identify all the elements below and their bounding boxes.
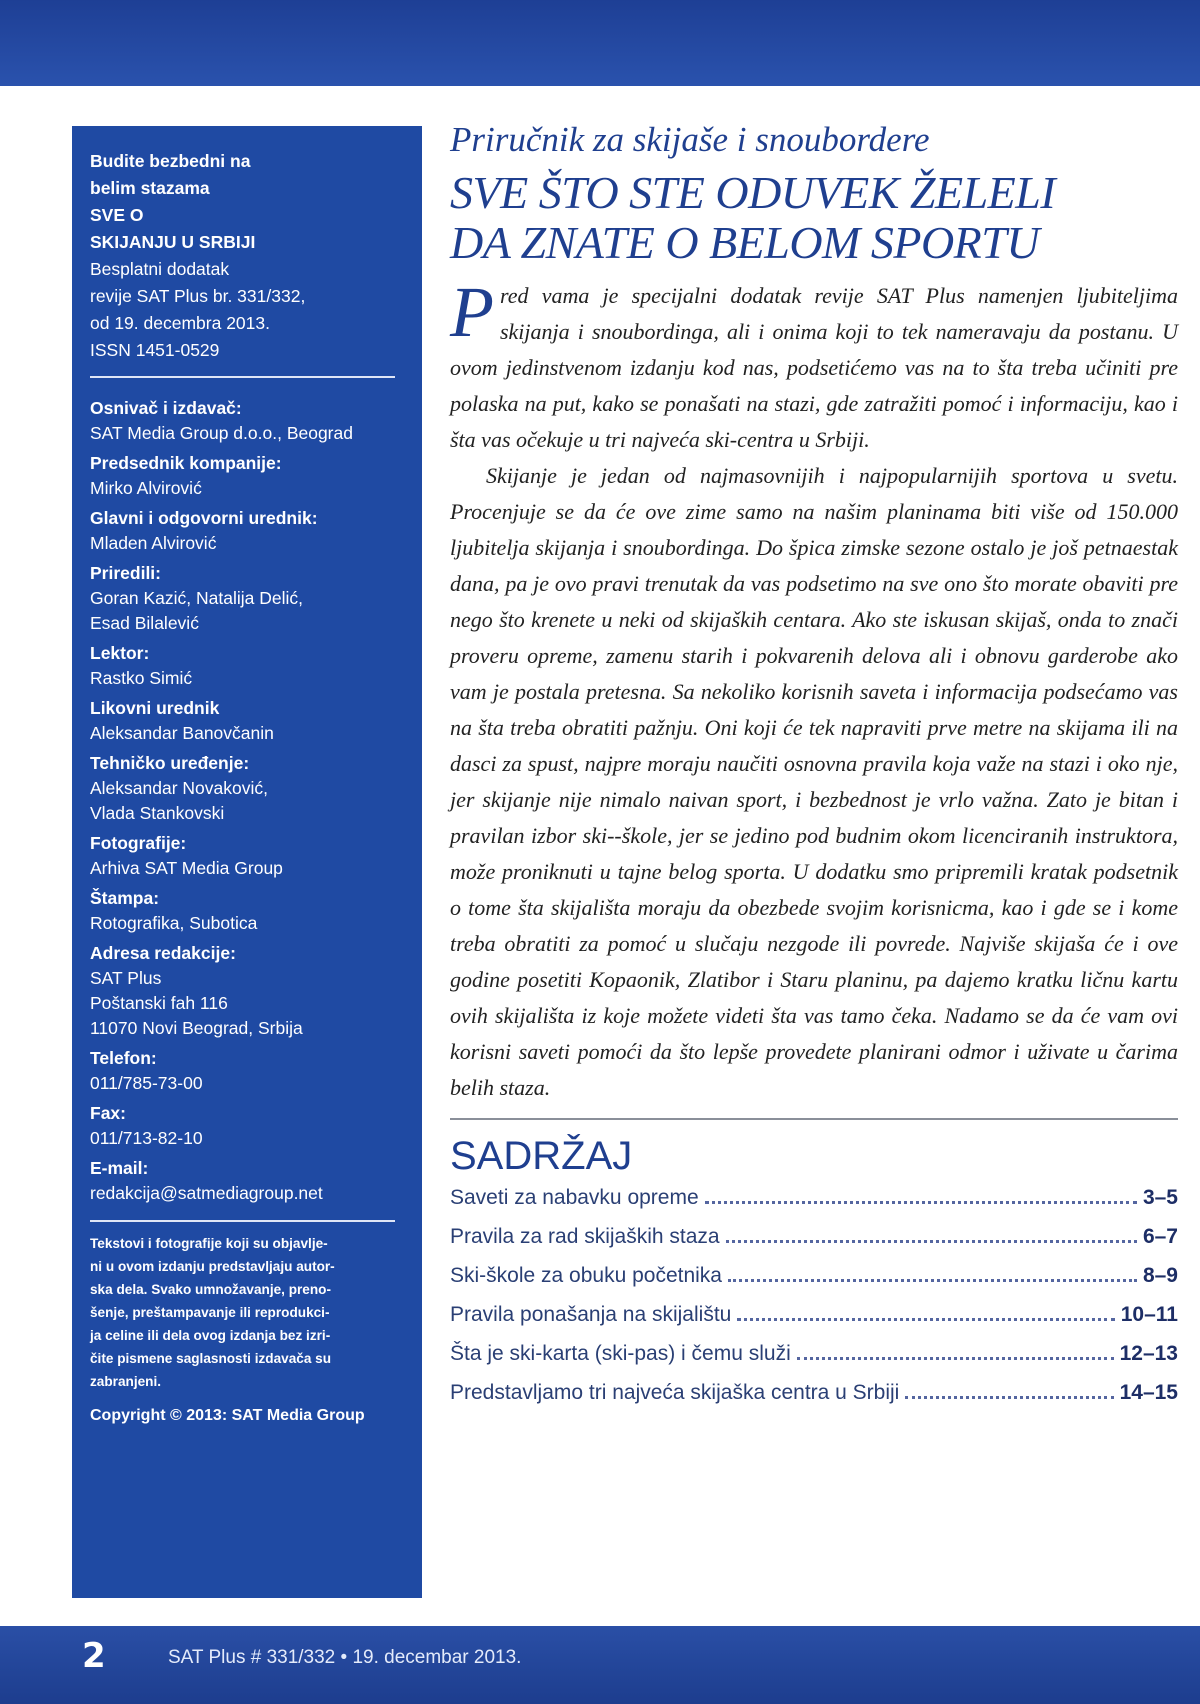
- toc-item: [450, 1342, 1178, 1381]
- footer-issue-line: SAT Plus # 331/332 • 19. decembar 2013.: [168, 1647, 522, 1668]
- toc-item-pages: 12–13: [1119, 1342, 1178, 1365]
- credit-value-line: Rastko Simić: [90, 668, 193, 688]
- toc-dot-leader: [905, 1396, 1113, 1399]
- drop-cap: P: [450, 272, 494, 352]
- sidebar-heading-3: SVE O: [90, 205, 144, 225]
- credit-value-line: Aleksandar Novaković,: [90, 778, 268, 798]
- sidebar-divider: [90, 376, 395, 378]
- sidebar-heading-2: belim stazama: [90, 178, 210, 198]
- credit-label: Adresa redakcije:: [90, 943, 236, 963]
- toc-dot-leader: [705, 1201, 1137, 1204]
- credit-value: [90, 476, 402, 501]
- toc-item-label: Šta je ski-karta (ski-pas) i čemu služi: [450, 1342, 791, 1365]
- issue-info-line: od 19. decembra 2013.: [90, 313, 270, 333]
- credit-label: Tehničko uređenje:: [90, 753, 250, 773]
- credit-label: Fax:: [90, 1103, 126, 1123]
- credit-label: Likovni urednik: [90, 698, 220, 718]
- notice-line: ni u ovom izdanju predstavljaju autor-: [90, 1259, 335, 1274]
- copyright-line: Copyright © 2013: SAT Media Group: [90, 1407, 365, 1424]
- credit-value-line: redakcija@satmediagroup.net: [90, 1183, 323, 1203]
- credit-value-line: Vlada Stankovski: [90, 803, 225, 823]
- credit-value-line: SAT Plus: [90, 968, 162, 988]
- credit-value: [90, 666, 402, 691]
- article-kicker: Priručnik za skijaše i snoubordere: [450, 120, 930, 159]
- paragraph-1: [450, 272, 1178, 458]
- sidebar-heading-4: SKIJANJU U SRBIJI: [90, 232, 256, 252]
- copyright-notice: [90, 1232, 402, 1393]
- credit-label: Osnivač i izdavač:: [90, 398, 242, 418]
- toc-item: [450, 1225, 1178, 1264]
- toc-item: [450, 1303, 1178, 1342]
- credit-label: Fotografije:: [90, 833, 187, 853]
- toc-item-pages: 10–11: [1120, 1303, 1178, 1326]
- credit-value-line: SAT Media Group d.o.o., Beograd: [90, 423, 353, 443]
- credit-value: [90, 1126, 402, 1151]
- credit-value-line: Rotografika, Subotica: [90, 913, 258, 933]
- issn-line: ISSN 1451-0529: [90, 340, 220, 360]
- credit-value: [90, 776, 402, 826]
- sidebar-divider: [90, 1220, 395, 1222]
- credit-label: Priredili:: [90, 563, 161, 583]
- credit-value-line: 011/713-82-10: [90, 1128, 203, 1148]
- article-body: [450, 272, 1178, 1106]
- credit-label: Glavni i odgovorni urednik:: [90, 508, 318, 528]
- credit-value: [90, 966, 402, 1041]
- credit-label: Lektor:: [90, 643, 150, 663]
- credit-value: [90, 1071, 402, 1096]
- toc-item: [450, 1264, 1178, 1303]
- toc-item-pages: 14–15: [1119, 1381, 1178, 1404]
- page-number: 2: [82, 1636, 106, 1676]
- credit-value-line: Poštanski fah 116: [90, 993, 228, 1013]
- credit-label: Predsednik kompanije:: [90, 453, 282, 473]
- headline-line-1: SVE ŠTO STE ODUVEK ŽELELI: [450, 167, 1056, 218]
- toc-dot-leader: [726, 1240, 1137, 1243]
- notice-line: zabranjeni.: [90, 1374, 162, 1389]
- credit-value-line: Esad Bilalević: [90, 613, 199, 633]
- credit-value: [90, 856, 402, 881]
- credit-value-line: 11070 Novi Beograd, Srbija: [90, 1018, 303, 1038]
- toc-item-label: Pravila za rad skijaških staza: [450, 1225, 720, 1248]
- toc-item-label: Predstavljamo tri najveća skijaška centra u Srbiji: [450, 1381, 900, 1404]
- credit-value-line: 011/785-73-00: [90, 1073, 203, 1093]
- notice-line: čite pismene saglasnosti izdavača su: [90, 1351, 332, 1366]
- toc-item-label: Pravila ponašanja na skijalištu: [450, 1303, 732, 1326]
- credit-label: Štampa:: [90, 888, 160, 908]
- credits-list: [90, 396, 402, 1206]
- credit-value-line: Mladen Alvirović: [90, 533, 217, 553]
- credit-label: Telefon:: [90, 1048, 157, 1068]
- toc-item-pages: 3–5: [1142, 1186, 1178, 1209]
- toc-item-label: Ski-škole za obuku početnika: [450, 1264, 722, 1287]
- toc-item: [450, 1186, 1178, 1225]
- notice-line: ska dela. Svako umnožavanje, preno-: [90, 1282, 331, 1297]
- credit-value-line: Goran Kazić, Natalija Delić,: [90, 588, 303, 608]
- toc-dot-leader: [728, 1279, 1137, 1282]
- article: [450, 118, 1178, 1420]
- table-of-contents: [450, 1186, 1178, 1420]
- sidebar-heading-1: Budite bezbedni na: [90, 151, 251, 171]
- toc-dot-leader: [737, 1318, 1114, 1321]
- toc-item-pages: 8–9: [1142, 1264, 1178, 1287]
- toc-divider: [450, 1118, 1178, 1120]
- toc-item-pages: 6–7: [1142, 1225, 1178, 1248]
- notice-line: Tekstovi i fotografije koji su objavlje-: [90, 1236, 328, 1251]
- notice-line: šenje, preštampavanje ili reprodukci-: [90, 1305, 330, 1320]
- credit-value: [90, 421, 402, 446]
- credit-value: [90, 531, 402, 556]
- toc-item: [450, 1381, 1178, 1420]
- toc-item-label: Saveti za nabavku opreme: [450, 1186, 699, 1209]
- credit-value: [90, 586, 402, 636]
- masthead-sidebar: [72, 126, 422, 1598]
- credit-value-line: Aleksandar Banovčanin: [90, 723, 274, 743]
- issue-info-line: revije SAT Plus br. 331/332,: [90, 286, 306, 306]
- article-headline: [450, 168, 1178, 268]
- toc-dot-leader: [797, 1357, 1114, 1360]
- issue-info-line: Besplatni dodatak: [90, 259, 230, 279]
- credit-value: [90, 721, 402, 746]
- top-color-band: [0, 0, 1200, 86]
- paragraph-1-text: red vama je specijalni dodatak revije SAT Plus namenjen ljubiteljima skijanja i snoubordinga, ali i onima koji to tek nameravaju da postanu. U ovom jedinstvenom izdanju kod nas, podsetićemo vas na to šta treba učiniti pre polaska na put, kako se ponašati na stazi, gde zatražiti pomoć i informaciju, kao i šta vas očekuje u tri najveća ski-centra u Srbiji.: [450, 283, 1178, 452]
- credit-value: [90, 1181, 402, 1206]
- headline-line-2: DA ZNATE O BELOM SPORTU: [450, 217, 1040, 268]
- toc-title: SADRŽAJ: [450, 1134, 633, 1178]
- credit-value-line: Arhiva SAT Media Group: [90, 858, 283, 878]
- notice-line: ja celine ili dela ovog izdanja bez izri-: [90, 1328, 331, 1343]
- paragraph-2: Skijanje je jedan od najmasovnijih i najpopularnijih sportova u svetu. Procenjuje se da će ove zime samo na našim planinama biti više od 150.000 ljubitelja skijanja i snoubordinga. Do špica zimske sezone ostalo je još petnaestak dana, pa je ovo pravi trenutak da vas podsetimo na sve ono što morate obaviti pre nego što krenete u neki od skijaških centara. Ako ste iskusan skijaš, onda to znači proveru opreme, zamenu starih i pokvarenih delova ali i obnovu garderobe ako vam je postala pretesna. Sa nekoliko korisnih saveta i informacija podsećamo vas na šta treba obratiti pažnju. Oni koji će tek napraviti prve metre na skijama ili na dasci za spust, najpre moraju naučiti osnovna pravila koja važe na stazi i oko nje, jer skijanje nije nimalo naivan sport, i bezbednost je vrlo važna. Zato je bitan i pravilan izbor ski--škole, jer se jedino pod budnim okom licenciranih instruktora, može proniknuti u tajne belog sporta. U dodatku smo pripremili kratak podsetnik o tome šta skijališta moraju da obezbede svojim korisnicma, kao i gde se i kome treba obratiti za pomoć u slučaju nezgode ili povrede. Najviše skijaša će i ove godine posetiti Kopaonik, Zlatibor i Staru planinu, pa dajemo kratku ličnu kartu ovih skijališta iz koje možete videti šta vas tamo čeka. Nadamo se da će vam ovi korisni saveti pomoći da što lepše provedete planirani odmor i uživate u čarima belih staza.: [450, 463, 1178, 1100]
- credit-value: [90, 911, 402, 936]
- credit-label: E-mail:: [90, 1158, 149, 1178]
- credit-value-line: Mirko Alvirović: [90, 478, 202, 498]
